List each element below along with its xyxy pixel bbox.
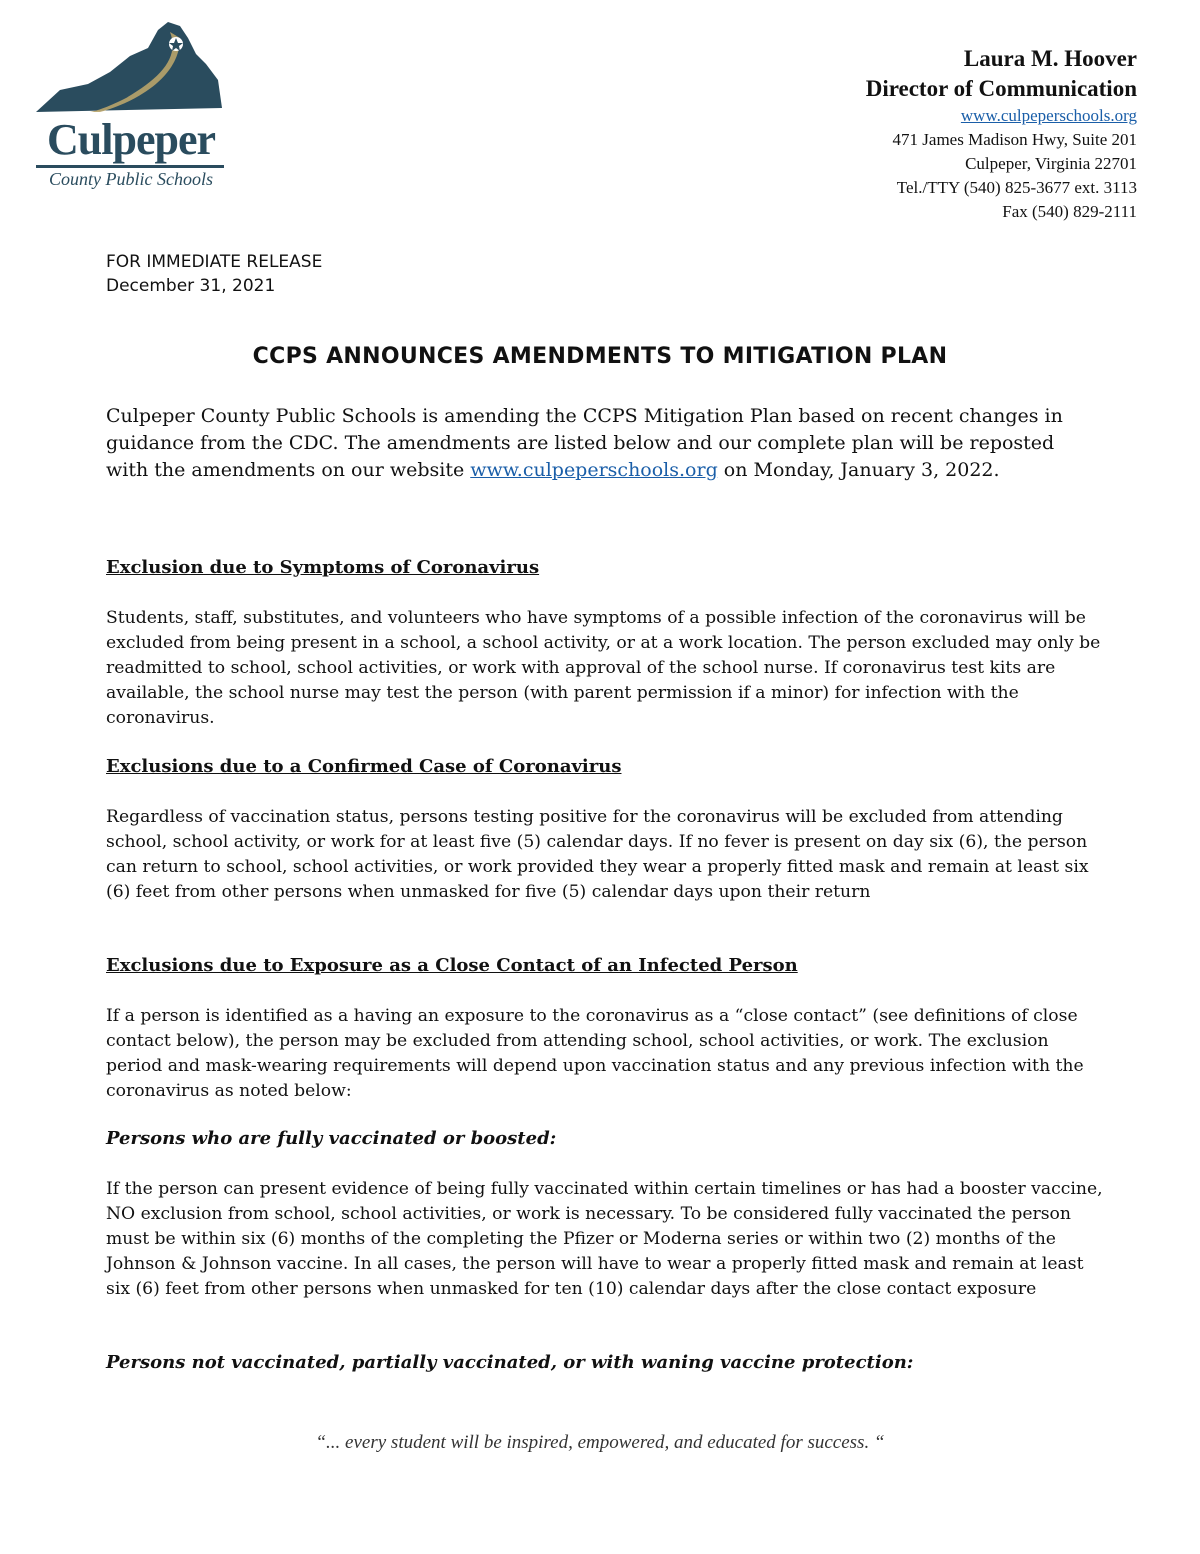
contact-name: Laura M. Hoover — [963, 46, 1137, 71]
contact-website-link[interactable]: www.culpeperschools.org — [960, 106, 1137, 125]
contact-address-line2: Culpeper, Virginia 22701 — [965, 154, 1137, 173]
section-heading-close-contact: Exclusions due to Exposure as a Close Contact of an Infected Person — [106, 955, 798, 976]
intro-website-link[interactable]: www.culpeperschools.org — [470, 459, 718, 481]
intro-text-before: Culpeper County Public Schools is amending the CCPS Mitigation Plan based on recent changes in guidance from the CDC. The amendments are listed below and our complete plan will be reposted with the amendments on our website — [106, 405, 1063, 481]
release-block — [106, 250, 322, 298]
section-heading-symptoms: Exclusion due to Symptoms of Coronavirus — [106, 557, 540, 578]
contact-phone: Tel./TTY (540) 825-3677 ext. 3113 — [896, 178, 1137, 197]
release-label: FOR IMMEDIATE RELEASE — [106, 252, 323, 272]
contact-address-line1: 471 James Madison Hwy, Suite 201 — [892, 130, 1137, 149]
contact-block — [866, 44, 1137, 224]
intro-paragraph — [106, 403, 1101, 484]
release-date: December 31, 2021 — [106, 276, 276, 296]
subsection-body-vaccinated: If the person can present evidence of being fully vaccinated within certain timelines or has had a booster vaccine, NO exclusion from school, school activities, or work is necessary. To be considered fully vaccinated the person must be within six (6) months of the completing the Pfizer or Moderna series or within two (2) months of the Johnson & Johnson vaccine. In all cases, the person will have to wear a properly fitted mask and remain at least six (6) feet from other persons when unmasked for ten (10) calendar days after the close contact exposure — [106, 1179, 1103, 1299]
school-logo — [30, 18, 230, 198]
contact-fax: Fax (540) 829-2111 — [1002, 202, 1137, 221]
logo-subtitle: County Public Schools — [49, 169, 213, 189]
virginia-map-icon — [30, 18, 230, 118]
subsection-heading-vaccinated: Persons who are fully vaccinated or boosted: — [106, 1128, 557, 1149]
contact-role: Director of Communication — [865, 76, 1137, 101]
section-body-confirmed-case: Regardless of vaccination status, persons testing positive for the coronavirus will be excluded from attending school, school activity, or work for at least five (5) calendar days. If no fever is present on day six (6), the person can return to school, school activities, or work provided they wear a properly fitted mask and remain at least six (6) feet from other persons when unmasked for five (5) calendar days upon their return — [106, 807, 1089, 902]
footer-motto: “... every student will be inspired, empowered, and educated for success. “ — [315, 1432, 885, 1453]
subsection-heading-not-vaccinated: Persons not vaccinated, partially vaccinated, or with waning vaccine protection: — [106, 1352, 914, 1373]
section-heading-confirmed-case: Exclusions due to a Confirmed Case of Coronavirus — [106, 756, 622, 777]
logo-divider — [36, 165, 224, 168]
logo-name: Culpeper — [47, 115, 215, 164]
intro-text-after: on Monday, January 3, 2022. — [717, 459, 1000, 481]
section-body-close-contact: If a person is identified as a having an exposure to the coronavirus as a “close contact” (see definitions of close contact below), the person may be excluded from attending school, school activities, or work. The exclusion period and mask-wearing requirements will depend upon vaccination status and any previous infection with the coronavirus as noted below: — [106, 1006, 1084, 1101]
section-body-symptoms: Students, staff, substitutes, and volunteers who have symptoms of a possible infection of the coronavirus will be excluded from being present in a school, a school activity, or at a work location. The person excluded may only be readmitted to school, school activities, or work with approval of the school nurse. If coronavirus test kits are available, the school nurse may test the person (with parent permission if a minor) for infection with the coronavirus. — [106, 608, 1101, 728]
page-title: CCPS ANNOUNCES AMENDMENTS TO MITIGATION PLAN — [252, 344, 948, 369]
